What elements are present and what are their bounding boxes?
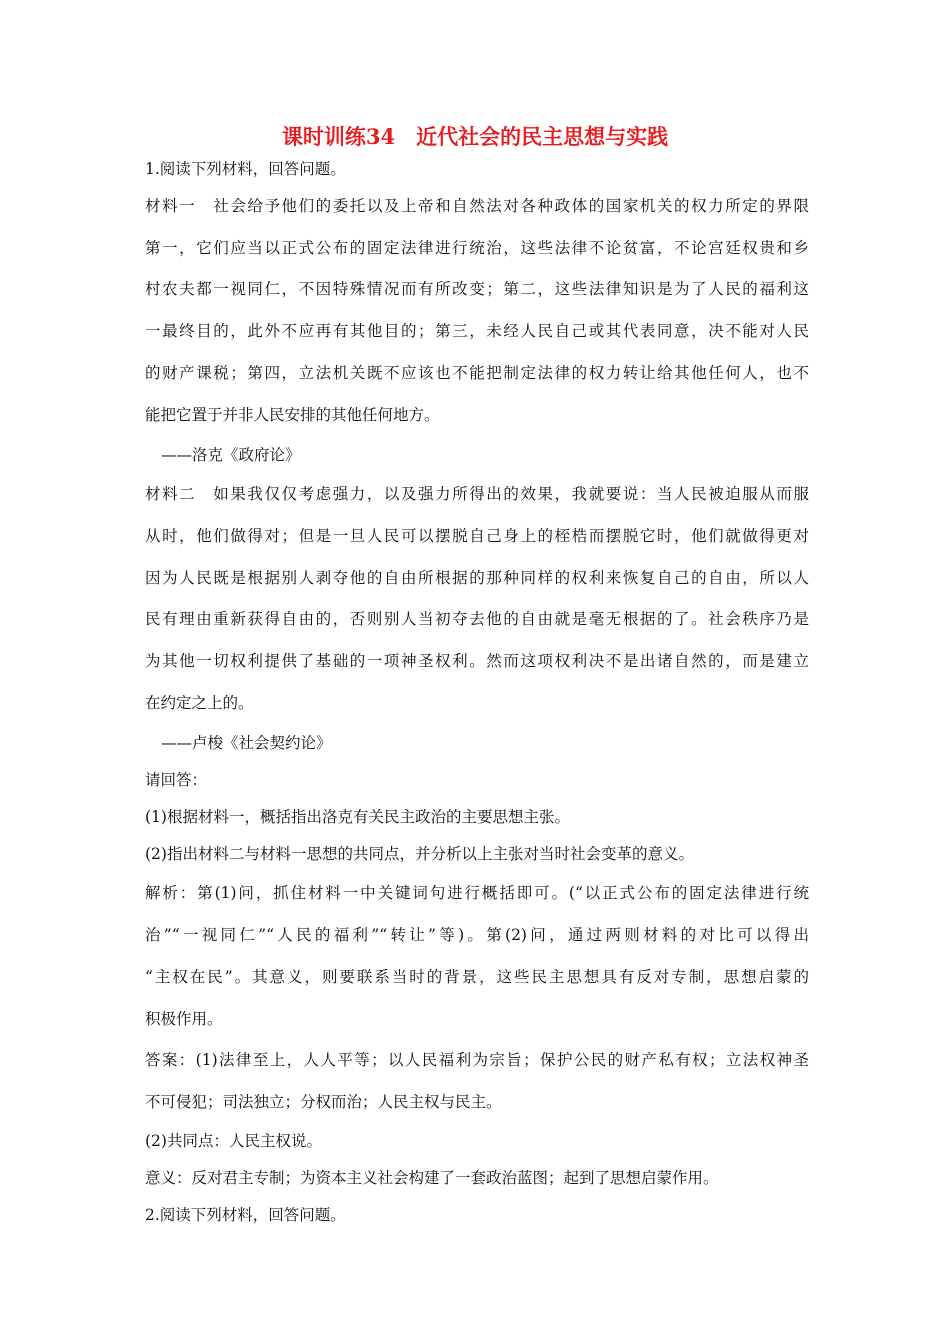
answer-section [145,1040,809,1197]
text-line: 能把它置于并非人民安排的其他任何地方。 [145,405,440,424]
text-line: 不可侵犯；司法独立；分权而治；人民主权与民主。 [145,1092,502,1111]
text-line: 材料二 如果我仅仅考虑强力，以及强力所得出的效果，我就要说：当人民被迫服从而服 [145,485,809,504]
sub-question-1: (1)根据材料一，概括指出洛克有关民主政治的主要思想主张。 [145,808,570,827]
please-answer-label: 请回答： [145,771,208,790]
document-body [145,152,809,1234]
material-two-source: ——卢梭《社会契约论》 [161,734,332,753]
analysis-section [145,873,809,1040]
text-line: 答案：(1)法律至上，人人平等；以人民福利为宗旨；保护公民的财产私有权；立法权神圣 [145,1051,809,1070]
material-two [145,474,809,724]
question-1-prompt: 1.阅读下列材料，回答问题。 [145,160,346,178]
text-line: “主权在民”。其意义，则要联系当时的背景，这些民主思想具有反对专制，思想启蒙的 [145,967,809,986]
text-line: 积极作用。 [145,1009,223,1028]
page-title: 课时训练34 近代社会的民主思想与实践 [281,124,669,149]
text-line: (2)共同点：人民主权说。 [145,1132,322,1151]
text-line: 第一，它们应当以正式公布的固定法律进行统治，这些法律不论贫富，不论宫廷权贵和乡 [145,238,809,257]
text-line: 村农夫都一视同仁，不因特殊情况而有所改变；第二，这些法律知识是为了人民的福利这 [145,280,809,299]
text-line: 解析：第(1)问，抓住材料一中关键词句进行概括即可。(“以正式公布的固定法律进行统 [145,884,809,903]
text-line: 因为人民既是根据别人剥夺他的自由所根据的那种同样的权利来恢复自己的自由，所以人 [145,568,809,587]
text-line: 材料一 社会给予他们的委托以及上帝和自然法对各种政体的国家机关的权力所定的界限 [145,197,809,215]
text-line: 意义：反对君主专制；为资本主义社会构建了一套政治蓝图；起到了思想启蒙作用。 [145,1169,719,1188]
text-line: 的财产课税；第四，立法机关既不应该也不能把制定法律的权力转让给其他任何人，也不 [145,363,809,382]
text-line: 从时，他们做得对；但是一旦人民可以摆脱自己身上的桎梏而摆脱它时，他们就做得更对 [145,526,809,545]
text-line: 为其他一切权利提供了基础的一项神圣权利。然而这项权利决不是出诸自然的，而是建立 [145,652,809,671]
sub-question-2: (2)指出材料二与材料一思想的共同点，并分析以上主张对当时社会变革的意义。 [145,845,694,864]
text-line: 治”“一视同仁”“人民的福利”“转让”等)。第(2)问，通过两则材料的对比可以得出 [145,926,809,945]
text-line: 在约定之上的。 [145,693,254,712]
material-one [145,186,809,436]
question-2-prompt: 2.阅读下列材料，回答问题。 [145,1206,346,1225]
text-line: 民有理由重新获得自由的，否则别人当初夺去他的自由就是毫无根据的了。社会秩序乃是 [145,610,809,629]
material-one-source: ——洛克《政府论》 [161,446,301,465]
text-line: 一最终目的，此外不应再有其他目的；第三，未经人民自己或其代表同意，决不能对人民 [145,322,809,341]
